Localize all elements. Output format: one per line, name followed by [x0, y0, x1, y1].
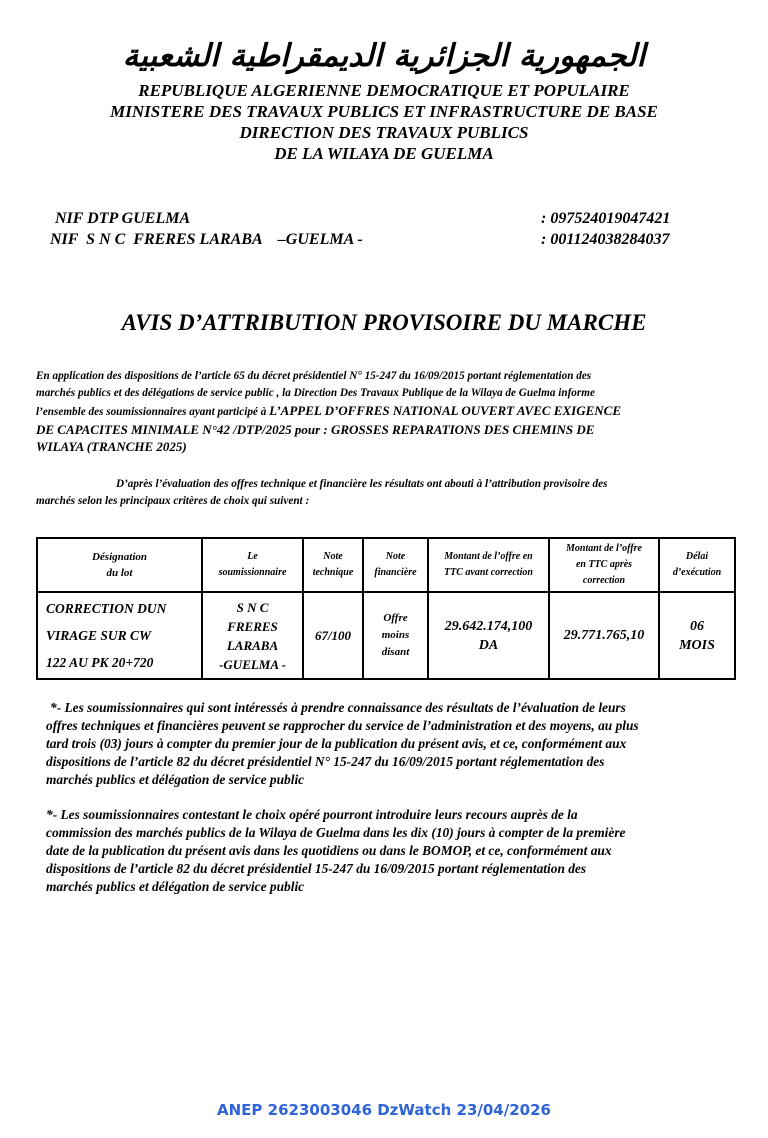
header-montant-avant: Montant de l’offre en TTC avant correction — [428, 538, 549, 592]
intro-line — [36, 402, 736, 421]
evaluation-line: D’après l’évaluation des offres technique et financière les résultats ont abouti à l’attribution provisoire des — [116, 478, 608, 490]
evaluation-line: marchés selon les principaux critères de choix qui suivent : — [36, 495, 310, 507]
cell-lot: CORRECTION DUN VIRAGE SUR CW 122 AU PK 20+720 — [37, 592, 202, 679]
cell-soumissionnaire: S N C FRERES LARABA -GUELMA - — [202, 592, 303, 679]
nif-snc-label: NIF S N C FRERES LARABA –GUELMA - — [50, 231, 363, 248]
ministry-title: MINISTERE DES TRAVAUX PUBLICS ET INFRASTRUCTURE DE BASE — [110, 102, 658, 121]
intro-line: En application des dispositions de l’article 65 du décret présidentiel N° 15-247 du 16/09/2015 portant réglementation des — [36, 370, 592, 382]
nif-dtp-value: : 097524019047421 — [541, 210, 671, 227]
header-note-technique: Note technique — [303, 538, 363, 592]
header-note-financiere: Note financière — [363, 538, 428, 592]
intro-line: WILAYA (TRANCHE 2025) — [36, 439, 187, 454]
notice-line: marchés publics et délégation de service public — [46, 772, 305, 787]
nif-snc-value: : 001124038284037 — [541, 231, 670, 248]
nif-dtp-label: NIF DTP GUELMA — [55, 210, 191, 227]
notice-line: offres techniques et financières peuvent se rapprocher du service de l’administration et des moyens, au plus — [46, 718, 639, 733]
notice-consultation — [46, 699, 746, 789]
notice-line: dispositions de l’article 82 du décret présidentiel 15-247 du 16/09/2015 portant réglementation des — [46, 861, 587, 876]
direction-title: DIRECTION DES TRAVAUX PUBLICS — [239, 123, 529, 142]
attribution-table — [36, 537, 736, 680]
notice-recours — [46, 806, 746, 896]
cell-montant-avant: 29.642.174,100 DA — [428, 592, 549, 679]
notice-line: *- Les soumissionnaires contestant le choix opéré pourront introduire leurs recours auprès de la — [46, 807, 578, 822]
table-row — [37, 592, 735, 679]
notice-line: dispositions de l’article 82 du décret présidentiel N° 15-247 du 16/09/2015 portant réglementation des — [46, 754, 605, 769]
arabic-republic-title: الجمهورية الجزائرية الديمقراطية الشعبية — [122, 38, 646, 74]
intro-line: marchés publics et des délégations de service public , la Direction Des Travaux Publique de la Wilaya de Guelma informe — [36, 387, 595, 399]
republic-title: REPUBLIQUE ALGERIENNE DEMOCRATIQUE ET POPULAIRE — [138, 81, 630, 100]
header-montant-apres: Montant de l’offre en TTC après correction — [549, 538, 659, 592]
cell-delai: 06 MOIS — [659, 592, 735, 679]
notice-line: commission des marchés publics de la Wilaya de Guelma dans les dix (10) jours à compter de la première — [46, 825, 626, 840]
cell-montant-apres: 29.771.765,10 — [549, 592, 659, 679]
footer-reference: ANEP 2623003046 DzWatch 23/04/2026 — [217, 1101, 551, 1119]
header-soumissionnaire: Le soumissionnaire — [202, 538, 303, 592]
notice-line: *- Les soumissionnaires qui sont intéressés à prendre connaissance des résultats de l’évaluation de leurs — [50, 700, 626, 715]
evaluation-paragraph — [36, 476, 736, 510]
intro-line: DE CAPACITES MINIMALE N°42 /DTP/2025 pour : GROSSES REPARATIONS DES CHEMINS DE — [36, 422, 595, 437]
intro-line-highlight: L’APPEL D’OFFRES NATIONAL OUVERT AVEC EXIGENCE — [269, 403, 622, 418]
intro-paragraph — [36, 368, 736, 455]
cell-note-financiere: Offre moins disant — [363, 592, 428, 679]
header-delai: Délai d’exécution — [659, 538, 735, 592]
notice-line: tard trois (03) jours à compter du premier jour de la publication du présent avis, et ce, conformément aux — [46, 736, 627, 751]
header-designation: Désignation du lot — [37, 538, 202, 592]
cell-note-technique: 67/100 — [303, 592, 363, 679]
notice-line: marchés publics et délégation de service public — [46, 879, 305, 894]
intro-line-start: l’ensemble des soumissionnaires ayant participé à — [36, 406, 270, 418]
wilaya-title: DE LA WILAYA DE GUELMA — [274, 144, 494, 163]
notice-line: date de la publication du présent avis dans les quotidiens ou dans le BOMOP, et ce, conformément aux — [46, 843, 612, 858]
page-title: AVIS D’ATTRIBUTION PROVISOIRE DU MARCHE — [121, 310, 647, 335]
table-header-row — [37, 538, 735, 592]
